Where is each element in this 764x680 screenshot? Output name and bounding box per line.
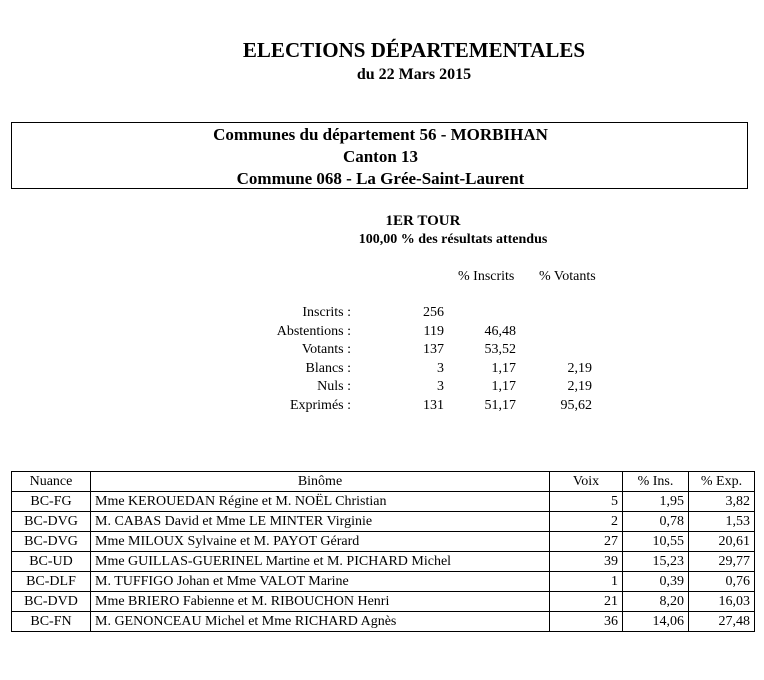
commune-canton: Canton 13 bbox=[342, 147, 419, 166]
stats-label: Blancs : bbox=[305, 360, 351, 376]
binome-cell: Mme GUILLAS-GUERINEL Martine et M. PICHARD Michel bbox=[91, 552, 550, 572]
stats-row bbox=[0, 342, 764, 361]
stats-label: Nuls : bbox=[317, 379, 351, 395]
binome-cell: M. CABAS David et Mme LE MINTER Virginie bbox=[91, 512, 550, 532]
nuance-cell: BC-DLF bbox=[12, 572, 91, 592]
stats-pct-votants: 95,62 bbox=[560, 398, 592, 413]
stats-label: Abstentions : bbox=[276, 323, 351, 339]
pct-exp-cell: 27,48 bbox=[689, 612, 755, 632]
page-subtitle: du 22 Mars 2015 bbox=[356, 66, 472, 83]
nuance-cell: BC-FN bbox=[12, 612, 91, 632]
nuance-cell: BC-UD bbox=[12, 552, 91, 572]
results-expected: 100,00 % des résultats attendus bbox=[358, 232, 548, 247]
table-row bbox=[12, 572, 755, 592]
pct-votants-header: % Votants bbox=[539, 269, 596, 284]
table-row bbox=[12, 612, 755, 632]
voix-cell: 1 bbox=[550, 572, 623, 592]
pct-exp-cell: 1,53 bbox=[689, 512, 755, 532]
table-row bbox=[12, 492, 755, 512]
stats-label: Exprimés : bbox=[289, 398, 351, 413]
voix-cell: 21 bbox=[550, 592, 623, 612]
stats-value: 131 bbox=[423, 398, 444, 413]
pct-exp-cell: 0,76 bbox=[689, 572, 755, 592]
stats-value: 3 bbox=[437, 360, 444, 376]
stats-value: 137 bbox=[423, 342, 444, 358]
stats-pct-inscrits: 1,17 bbox=[491, 379, 516, 395]
stats-row bbox=[0, 379, 764, 398]
commune-name: Commune 068 - La Grée-Saint-Laurent bbox=[236, 169, 525, 188]
nuance-cell: BC-DVD bbox=[12, 592, 91, 612]
stats-pct-votants: 2,19 bbox=[567, 360, 592, 376]
table-row bbox=[12, 592, 755, 612]
stats-value: 119 bbox=[423, 323, 444, 339]
pct-ins-cell: 8,20 bbox=[623, 592, 689, 612]
table-row bbox=[12, 512, 755, 532]
stats-label: Inscrits : bbox=[302, 305, 351, 320]
header-binome: Binôme bbox=[91, 472, 550, 492]
tour-label: 1ER TOUR bbox=[385, 213, 461, 229]
pct-ins-cell: 14,06 bbox=[623, 612, 689, 632]
stats-label: Votants : bbox=[301, 342, 351, 358]
stats-pct-inscrits: 51,17 bbox=[484, 398, 516, 413]
pct-inscrits-header: % Inscrits bbox=[458, 269, 515, 284]
header-nuance: Nuance bbox=[12, 472, 91, 492]
pct-ins-cell: 0,78 bbox=[623, 512, 689, 532]
nuance-cell: BC-DVG bbox=[12, 512, 91, 532]
stats-value: 3 bbox=[437, 379, 444, 395]
pct-exp-cell: 20,61 bbox=[689, 532, 755, 552]
binome-cell: Mme MILOUX Sylvaine et M. PAYOT Gérard bbox=[91, 532, 550, 552]
nuance-cell: BC-DVG bbox=[12, 532, 91, 552]
stats-row bbox=[0, 398, 764, 417]
pct-ins-cell: 0,39 bbox=[623, 572, 689, 592]
voix-cell: 2 bbox=[550, 512, 623, 532]
voix-cell: 36 bbox=[550, 612, 623, 632]
binome-cell: M. GENONCEAU Michel et Mme RICHARD Agnès bbox=[91, 612, 550, 632]
pct-exp-cell: 16,03 bbox=[689, 592, 755, 612]
stats-row bbox=[0, 305, 764, 324]
stats-row bbox=[0, 361, 764, 380]
stats-pct-inscrits: 1,17 bbox=[491, 360, 516, 376]
binome-cell: M. TUFFIGO Johan et Mme VALOT Marine bbox=[91, 572, 550, 592]
pct-ins-cell: 15,23 bbox=[623, 552, 689, 572]
header-voix: Voix bbox=[550, 472, 623, 492]
stats-pct-inscrits: 53,52 bbox=[484, 342, 516, 358]
pct-ins-cell: 10,55 bbox=[623, 532, 689, 552]
stats-row bbox=[0, 324, 764, 343]
page-title: ELECTIONS DÉPARTEMENTALES bbox=[242, 38, 586, 62]
header-pct-exp: % Exp. bbox=[689, 472, 755, 492]
pct-ins-cell: 1,95 bbox=[623, 492, 689, 512]
table-row bbox=[12, 532, 755, 552]
commune-department: Communes du département 56 - MORBIHAN bbox=[213, 125, 548, 144]
voix-cell: 5 bbox=[550, 492, 623, 512]
results-header-row bbox=[12, 472, 755, 492]
table-row bbox=[12, 552, 755, 572]
results-table bbox=[11, 471, 755, 632]
binome-cell: Mme BRIERO Fabienne et M. RIBOUCHON Henri bbox=[91, 592, 550, 612]
pct-exp-cell: 3,82 bbox=[689, 492, 755, 512]
stats-value: 256 bbox=[423, 305, 444, 320]
commune-box bbox=[11, 122, 748, 189]
voix-cell: 27 bbox=[550, 532, 623, 552]
pct-exp-cell: 29,77 bbox=[689, 552, 755, 572]
stats-pct-votants: 2,19 bbox=[567, 379, 592, 395]
nuance-cell: BC-FG bbox=[12, 492, 91, 512]
voix-cell: 39 bbox=[550, 552, 623, 572]
header-pct-ins: % Ins. bbox=[623, 472, 689, 492]
stats-pct-inscrits: 46,48 bbox=[484, 323, 516, 339]
binome-cell: Mme KEROUEDAN Régine et M. NOËL Christian bbox=[91, 492, 550, 512]
